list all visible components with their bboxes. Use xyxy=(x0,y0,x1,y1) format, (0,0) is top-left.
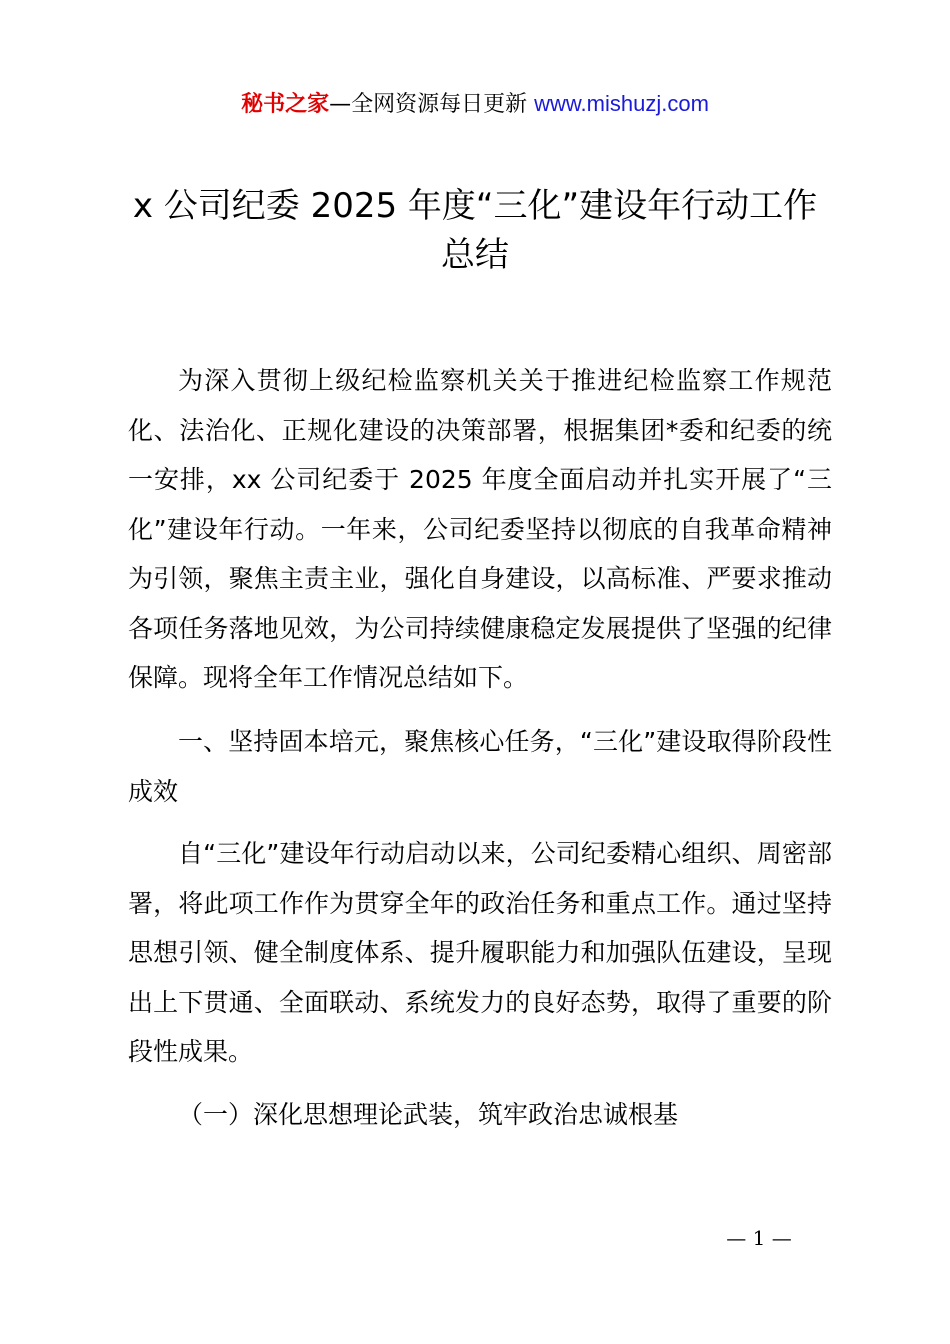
site-banner xyxy=(0,88,950,121)
brand-name: 秘书之家 xyxy=(241,92,330,117)
banner-tagline: —全网资源每日更新 xyxy=(329,92,535,117)
section-heading-1: 一、坚持固本培元，聚焦核心任务，“三化”建设取得阶段性成效 xyxy=(128,727,832,806)
website-link[interactable]: www.mishuzj.com xyxy=(534,91,709,116)
body-paragraph: 自“三化”建设年行动启动以来，公司纪委精心组织、周密部署，将此项工作作为贯穿全年的政治任务和重点工作。通过坚持思想引领、健全制度体系、提升履职能力和加强队伍建设，呈现出上下贯通、全面联动、系统发力的良好态势，取得了重要的阶段性成果。 xyxy=(128,839,832,1066)
page-number: — 1 — xyxy=(726,1226,792,1250)
title-line-1: x 公司纪委 2025 年度“三化”建设年行动工作 xyxy=(132,186,818,226)
document-title xyxy=(118,182,832,280)
intro-paragraph: 为深入贯彻上级纪检监察机关关于推进纪检监察工作规范化、法治化、正规化建设的决策部署，根据集团*委和纪委的统一安排，xx 公司纪委于 2025 年度全面启动并扎实开展了“三化”建设年行动。一年来，公司纪委坚持以彻底的自我革命精神为引领，聚焦主责主业，强化自身建设，以高标准、严要求推动各项任务落地见效，为公司持续健康稳定发展提供了坚强的纪律保障。现将全年工作情况总结如下。 xyxy=(128,366,832,692)
title-line-2: 总结 xyxy=(441,235,509,275)
subsection-heading-1: （一）深化思想理论武装，筑牢政治忠诚根基 xyxy=(178,1100,679,1129)
